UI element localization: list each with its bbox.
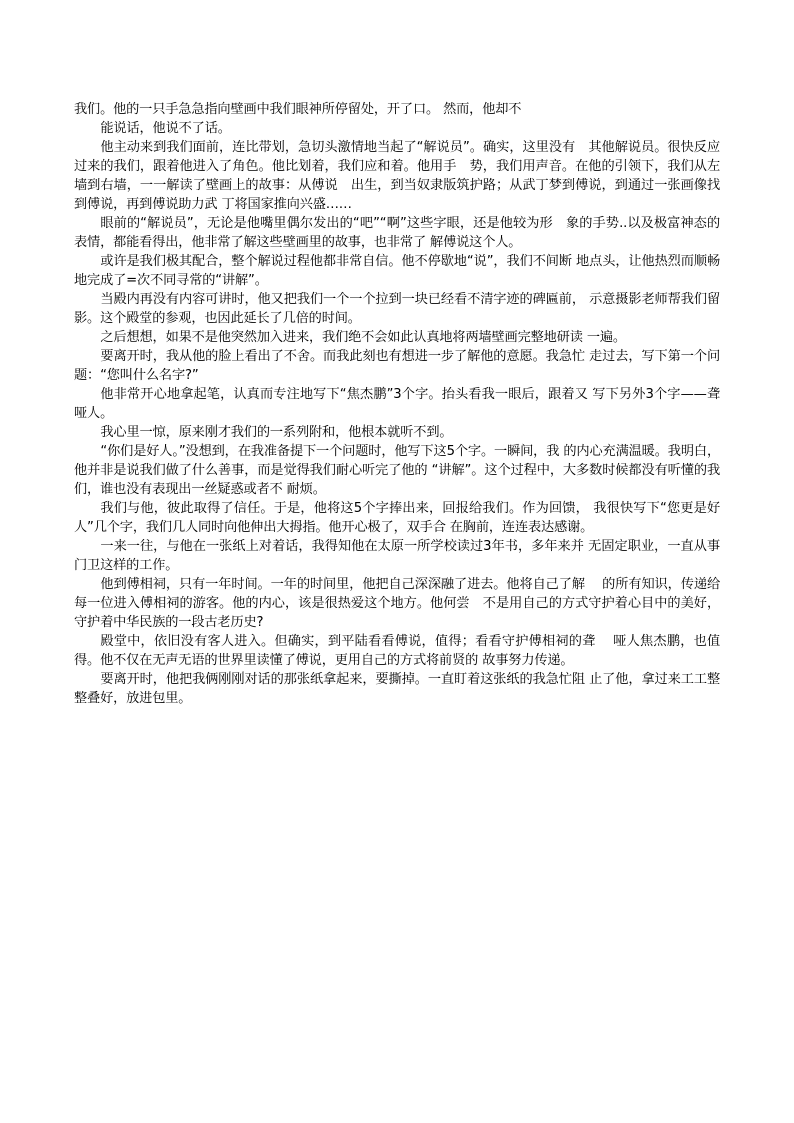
paragraph: 能说话，他说不了话。 [100, 121, 231, 136]
paragraph: 我心里一惊，原来刚才我们的一系列附和，他根本就听不到。 [100, 425, 453, 440]
paragraph: 他到傅相祠，只有一年时间。一年的时间里，他把自己深深融了进去。他将自己了解 的所有知识，传递给每一位进入傅相祠的游客。他的内心，该是很热爱这个地方。他何尝 不是用自己的方式守护着心目中的美好，守护着中华民族的一段古老历史? [74, 577, 720, 630]
paragraph: 当殿内再没有内容可讲时，他又把我们一个一个拉到一块已经看不清字迹的碑匾前， 示意摄影老师帮我们留影。这个殿堂的参观，也因此延长了几倍的时间。 [74, 292, 720, 326]
paragraph: 我们。他的一只手急急指向壁画中我们眼神所停留处，开了口。 然而，他却不 [74, 102, 522, 117]
paragraph: “你们是好人。”没想到，在我准备提下一个问题时，他写下这5个字。一瞬间，我 的内心充满温暖。我明白，他并非是说我们做了什么善事，而是觉得我们耐心听完了他的 “讲解”。这个过程中，大多数时候都没有听懂的我们，谁也没有表现出一丝疑惑或者不 耐烦。 [74, 444, 720, 497]
paragraph: 要离开时，他把我俩刚刚对话的那张纸拿起来，要撕掉。一直盯着这张纸的我急忙阻 止了他，拿过来工工整整叠好，放进包里。 [74, 672, 720, 706]
paragraph: 要离开时，我从他的脸上看出了不舍。而我此刻也有想进一步了解他的意愿。我急忙 走过去，写下第一个问题：“您叫什么名字?” [74, 349, 720, 383]
paragraph: 殿堂中，依旧没有客人进入。但确实，到平陆看看傅说，值得；看看守护傅相祠的聋 哑人焦杰鹏，也值得。他不仅在无声无语的世界里读懂了傅说，更用自己的方式将前贤的 故事努力传递。 [74, 634, 720, 668]
paragraph: 眼前的“解说员”，无论是他嘴里偶尔发出的“吧”“啊”这些字眼，还是他较为形 象的手势..以及极富神态的表情，都能看得出，他非常了解这些壁画里的故事，也非常了 解傅说这个人。 [74, 216, 720, 250]
paragraph: 一来一往，与他在一张纸上对着话，我得知他在太原一所学校读过3年书，多年来并 无固定职业，一直从事门卫这样的工作。 [74, 539, 720, 573]
paragraph: 或许是我们极其配合，整个解说过程他都非常自信。他不停歇地“说”，我们不间断 地点头，让他热烈而顺畅地完成了=次不同寻常的“讲解”。 [74, 254, 720, 288]
paragraph: 我们与他，彼此取得了信任。于是，他将这5个字捧出来，回报给我们。作为回馈， 我很快写下“您更是好人”几个字，我们几人同时向他伸出大拇指。他开心极了，双手合 在胸前，连连表达感谢。 [74, 501, 720, 535]
paragraph: 他非常开心地拿起笔，认真而专注地写下“焦杰鹏”3个字。抬头看我一眼后，跟着又 写下另外3个字——聋哑人。 [74, 387, 720, 421]
article-body [74, 100, 720, 708]
paragraph: 他主动来到我们面前，连比带划，急切头激情地当起了“解说员”。确实，这里没有 其他解说员。很快反应过来的我们，跟着他进入了角色。他比划着，我们应和着。他用手 势，我们用声音。在他的引领下，我们从左墙到右墙，一一解读了壁画上的故事：从傅说 出生，到当奴隶版筑护路；从武丁梦到傅说，到通过一张画像找到傅说，再到傅说助力武 丁将国家推向兴盛…… [74, 140, 720, 212]
paragraph: 之后想想，如果不是他突然加入进来，我们绝不会如此认真地将两墙壁画完整地研读 一遍。 [100, 330, 626, 345]
